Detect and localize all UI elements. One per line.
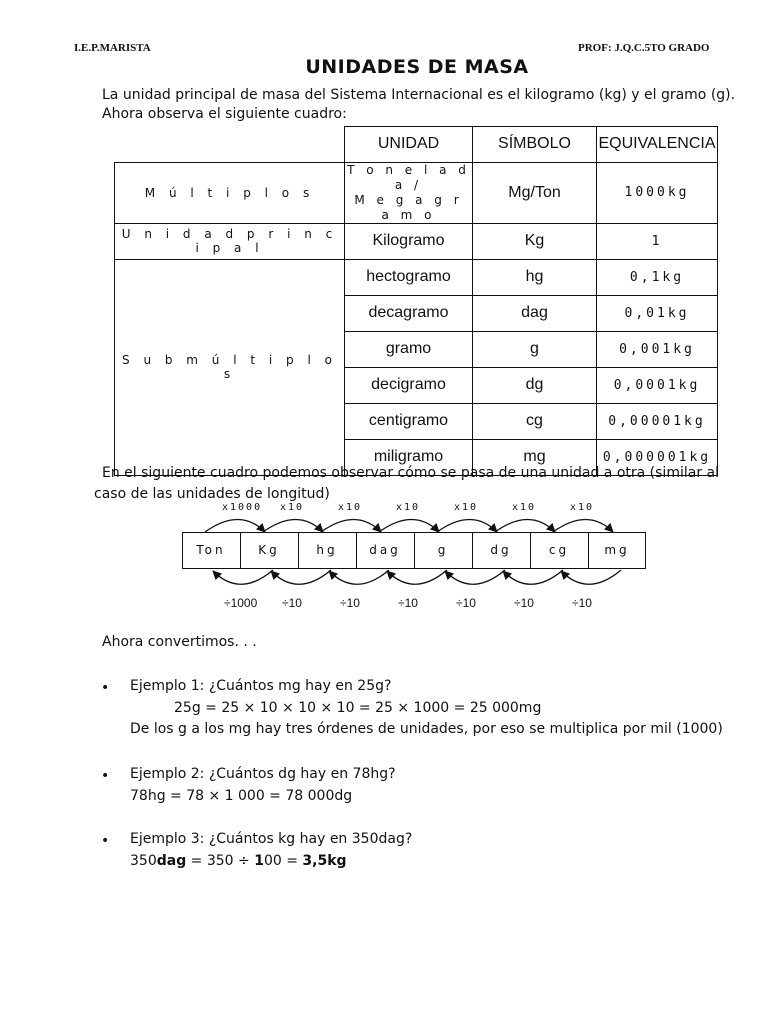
multiplier-label: x10 — [338, 502, 363, 513]
bullet-icon: • — [101, 768, 110, 784]
unit-symbol: dg — [473, 367, 597, 403]
header-equivalencia: EQUIVALENCIA — [597, 127, 718, 163]
scale-unit-label: cg — [548, 543, 570, 557]
scale-unit-label: Ton — [196, 543, 226, 557]
multiplier-label: x10 — [396, 502, 421, 513]
unit-equivalence: 1 — [597, 223, 718, 259]
divide-arrow — [387, 570, 447, 584]
divisor-label: ÷10 — [514, 596, 534, 610]
scale-unit-label: Kg — [258, 543, 280, 557]
calc-part: = 350 ÷ — [186, 853, 255, 869]
table-header-row — [115, 127, 718, 163]
example-1-question: Ejemplo 1: ¿Cuántos mg hay en 25g? — [130, 678, 392, 694]
divide-arrow — [561, 570, 621, 584]
example-1-calc: 25g = 25 × 10 × 10 × 10 = 25 × 1000 = 25 000mg — [174, 700, 542, 716]
multiply-arrow — [437, 520, 497, 533]
divisor-label: ÷10 — [456, 596, 476, 610]
multiplier-label: x10 — [512, 502, 537, 513]
unit-symbol: Mg/Ton — [473, 162, 597, 223]
multiplier-label: x10 — [280, 502, 305, 513]
unit-equivalence: 0,00001kg — [597, 403, 718, 439]
conversion-line-2: caso de las unidades de longitud) — [94, 486, 330, 502]
intro-line-1: La unidad principal de masa del Sistema Internacional es el kilogramo (kg) y el gramo (g). — [102, 87, 736, 103]
unit-equivalence: 1000kg — [597, 162, 718, 223]
unit-symbol: hg — [473, 259, 597, 295]
intro-line-2: Ahora observa el siguiente cuadro: — [102, 106, 347, 122]
calc-part-bold: 1 — [254, 853, 264, 869]
multiply-arrow — [495, 520, 555, 533]
conversion-line-1: En el siguiente cuadro podemos observar cómo se pasa de una unidad a otra (similar al — [102, 465, 719, 481]
unit-equivalence: 0,01kg — [597, 295, 718, 331]
unit-equivalence: 0,0001kg — [597, 367, 718, 403]
example-3-calc — [130, 853, 347, 869]
unit-name: gramo — [345, 331, 473, 367]
multiply-arrow — [553, 520, 613, 533]
divisor-label: ÷10 — [398, 596, 418, 610]
multiply-arrow — [205, 520, 265, 533]
category-submultiplos: S u b m ú l t i p l o s — [115, 259, 345, 475]
multiplier-label: x10 — [570, 502, 595, 513]
divide-arrow — [213, 570, 273, 584]
category-multiplos: M ú l t i p l o s — [115, 162, 345, 223]
multiply-arrow — [263, 520, 323, 533]
divide-arrow — [445, 570, 505, 584]
header-unidad: UNIDAD — [345, 127, 473, 163]
divide-arrow — [503, 570, 563, 584]
unit-symbol: mg — [473, 439, 597, 475]
divide-arrow — [271, 570, 331, 584]
divide-arrow — [329, 570, 389, 584]
teacher-label: PROF: J.Q.C.5TO GRADO — [578, 42, 710, 54]
example-2-question: Ejemplo 2: ¿Cuántos dg hay en 78hg? — [130, 766, 396, 782]
unit-name: Kilogramo — [345, 223, 473, 259]
unit-name: decigramo — [345, 367, 473, 403]
unit-name-tonelada — [345, 162, 473, 223]
divisor-label: ÷1000 — [224, 596, 258, 610]
unit-name: decagramo — [345, 295, 473, 331]
table-row-multiplos — [115, 162, 718, 223]
multiply-arrow — [379, 520, 439, 533]
unit-symbol: cg — [473, 403, 597, 439]
unit-name: centigramo — [345, 403, 473, 439]
bullet-icon: • — [101, 680, 110, 696]
example-1-note: De los g a los mg hay tres órdenes de unidades, por eso se multiplica por mil (1000) — [130, 721, 723, 737]
example-3-question: Ejemplo 3: ¿Cuántos kg hay en 350dag? — [130, 831, 413, 847]
example-2-calc: 78hg = 78 × 1 000 = 78 000dg — [130, 788, 353, 804]
multiply-arrow — [321, 520, 381, 533]
divisor-label: ÷10 — [340, 596, 360, 610]
unit-equivalence: 0,1kg — [597, 259, 718, 295]
calc-part: 350 — [130, 853, 157, 869]
table-row — [115, 259, 718, 295]
divisor-label: ÷10 — [282, 596, 302, 610]
divisor-label: ÷10 — [572, 596, 592, 610]
page-title: UNIDADES DE MASA — [305, 56, 529, 78]
scale-unit-label: g — [437, 543, 449, 557]
table-row-principal — [115, 223, 718, 259]
category-principal: U n i d a d p r i n c i p a l — [115, 223, 345, 259]
examples-intro: Ahora convertimos. . . — [102, 634, 257, 650]
multiplier-label: x1000 — [222, 502, 263, 513]
calc-part: 00 = — [263, 853, 303, 869]
scale-unit-label: dg — [490, 543, 512, 557]
unit-equivalence: 0,001kg — [597, 331, 718, 367]
unit-name-line-1: T o n e l a d a / — [347, 162, 470, 192]
units-table — [114, 126, 718, 476]
multiplier-label: x10 — [454, 502, 479, 513]
unit-name-line-2: M e g a g r a m o — [354, 192, 463, 222]
table-blank-cell — [115, 127, 345, 163]
unit-symbol: g — [473, 331, 597, 367]
unit-name: miligramo — [345, 439, 473, 475]
calc-result: 3,5kg — [302, 853, 347, 869]
unit-symbol: Kg — [473, 223, 597, 259]
unit-name: hectogramo — [345, 259, 473, 295]
scale-unit-label: dag — [369, 543, 401, 557]
school-name: I.E.P.MARISTA — [74, 42, 151, 54]
unit-symbol: dag — [473, 295, 597, 331]
scale-unit-label: mg — [604, 543, 630, 557]
bullet-icon: • — [101, 833, 110, 849]
calc-part-bold: dag — [156, 853, 187, 869]
unit-equivalence: 0,000001kg — [597, 439, 718, 475]
scale-unit-label: hg — [316, 543, 338, 557]
header-simbolo: SÍMBOLO — [473, 127, 597, 163]
